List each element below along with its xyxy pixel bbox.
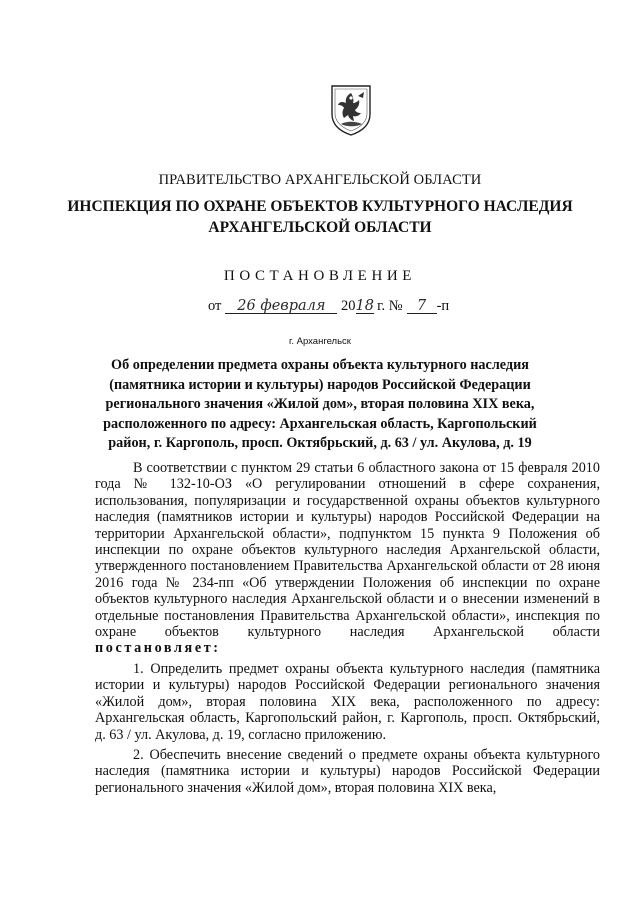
handwritten-year: 18 — [355, 298, 374, 314]
handwritten-date: 26 февраля — [225, 299, 337, 314]
document-body — [95, 460, 600, 800]
resolves-keyword: постановляет: — [95, 640, 221, 657]
city-name: г. Архангельск — [289, 336, 351, 347]
subject-line: регионального значения «Жилой дом», вторая половина XIX века, — [105, 396, 535, 412]
body-paragraph-item-1: 1. Определить предмет охраны объекта культурного наследия (памятника истории и культуры) народов Российской Федерации регионального значения «Жилой дом», вторая половина XIX века, расположенного по адресу: Архангельская область, Каргопольский район, г. Каргополь, просп. Октябрьский, д. 63 / ул. Акулова, д. 19, согласно приложению. — [95, 660, 600, 743]
inspection-title-line-2: АРХАНГЕЛЬСКОЙ ОБЛАСТИ — [208, 219, 432, 236]
subject-line: район, г. Каргополь, просп. Октябрьский, д. 63 / ул. Акулова, д. 19 — [108, 435, 532, 451]
inspection-title-line-1: ИНСПЕКЦИЯ ПО ОХРАНЕ ОБЪЕКТОВ КУЛЬТУРНОГО НАСЛЕДИЯ — [67, 198, 573, 215]
coat-of-arms-emblem — [329, 84, 373, 136]
subject-line: (памятника истории и культуры) народов Российской Федерации — [109, 376, 531, 393]
body-paragraph-preamble — [95, 460, 600, 657]
inspection-title — [0, 196, 640, 238]
body-paragraph-item-2: 2. Обеспечить внесение сведений о предмете охраны объекта культурного наследия (памятника истории и культуры) народов Российской Федерации регионального значения «Жилой дом», вторая половина XIX века, — [95, 746, 600, 796]
document-subject — [0, 356, 640, 454]
handwritten-number: 7 — [407, 299, 437, 314]
year-suffix-number-label: г. № — [377, 298, 403, 314]
coat-of-arms-icon — [329, 84, 373, 136]
government-title: ПРАВИТЕЛЬСТВО АРХАНГЕЛЬСКОЙ ОБЛАСТИ — [158, 172, 482, 188]
date-number-line — [208, 298, 508, 315]
year-prefix: 20 — [341, 298, 356, 314]
document-type: ПОСТАНОВЛЕНИЕ — [223, 268, 417, 284]
number-suffix: -п — [436, 298, 450, 314]
preamble-text: В соответствии с пунктом 29 статьи 6 областного закона от 15 февраля 2010 года № 132-10-ОЗ «О регулировании отношений в сфере сохранения, использования, популяризации и государственной охраны объектов культурного наследия (памятников истории и культуры) народов Российской Федерации на территории Архангельской области», подпунктом 15 пункта 9 Положения об инспекции по охране объектов культурного наследия Архангельской области, утвержденного постановлением Правительства Архангельской области от 28 июня 2016 года № 234-пп «Об утверждении Положения об инспекции по охране объектов культурного наследия Архангельской области и о внесении изменений в отдельные постановления Правительства Архангельской области», инспекция по охране объектов культурного наследия Архангельской области — [95, 460, 600, 641]
subject-line: Об определении предмета охраны объекта культурного наследия — [111, 357, 529, 373]
date-from-label: от — [208, 298, 222, 314]
subject-line: расположенного по адресу: Архангельская область, Каргопольский — [103, 415, 537, 432]
